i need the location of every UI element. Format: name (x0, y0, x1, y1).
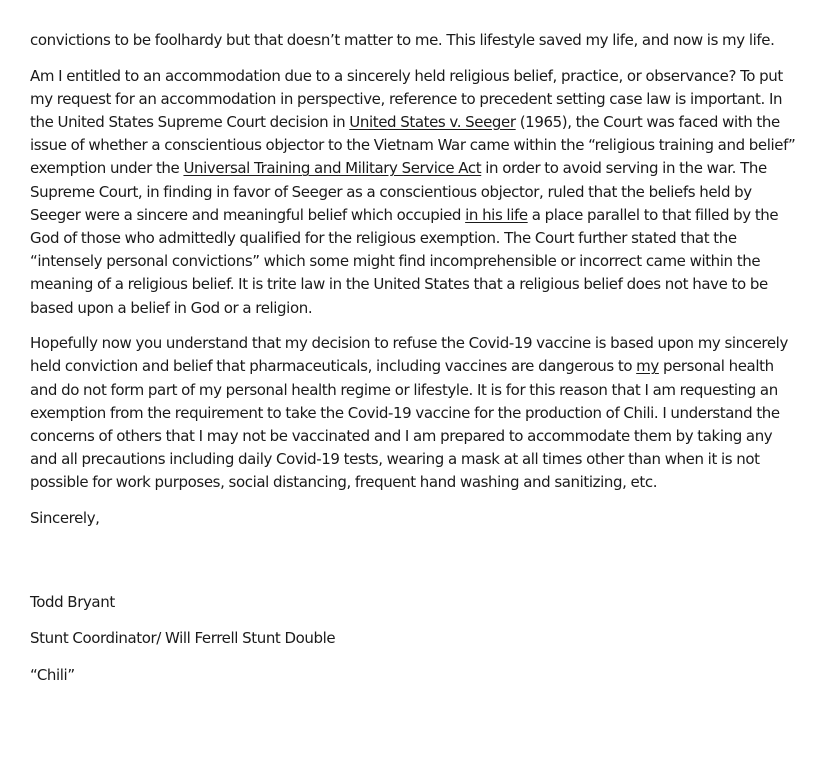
paragraph-exemption-request (30, 332, 800, 494)
seeger-case-link[interactable]: United States v. Seeger (349, 113, 516, 131)
paragraph-lifestyle: convictions to be foolhardy but that doesn’t matter to me. This lifestyle saved my life, and now is my life. (30, 31, 775, 49)
my-underline: my (636, 357, 659, 376)
signature-name: Todd Bryant (30, 593, 115, 612)
signature-production: “Chili” (30, 665, 75, 684)
closing-salutation: Sincerely, (30, 509, 100, 528)
case-law-text-4: a place parallel to that filled by the God of those who admittedly qualified for the religious exemption. The Court further stated that the “intensely personal convictions” which some might find incomprehensible or incorrect came within the meaning of a religious belief. It is trite law in the United States that a religious belief does not have to be based upon a belief in God or a religion. (30, 205, 779, 317)
signature-title: Stunt Coordinator/ Will Ferrell Stunt Double (30, 629, 336, 648)
case-law-text-2: (1965), the Court was faced with the issue of whether a conscientious objector to the Vietnam War came within the “religious training and belief” exemption under the (30, 113, 796, 178)
request-text-1: Hopefully now you understand that my decision to refuse the Covid-19 vaccine is based upon my sincerely held conviction and belief that pharmaceuticals, including vaccines are dangerous to (30, 334, 788, 376)
case-law-text-1: Am I entitled to an accommodation due to a sincerely held religious belief, practice, or observance? To put my request for an accommodation in perspective, reference to precedent setting case law is important. In the United States Supreme Court decision in (30, 66, 783, 131)
request-text-2: personal health and do not form part of my personal health regime or lifestyle. It is for this reason that I am requesting an exemption from the requirement to take the Covid-19 vaccine for the production of Chili. I understand the concerns of others that I may not be vaccinated and I am prepared to accommodate them by taking any and all precautions including daily Covid-19 tests, wearing a mask at all times other than when it is not possible for work purposes, social distancing, frequent hand washing and sanitizing, etc. (30, 357, 780, 492)
in-his-life-underline: in his life (465, 205, 528, 224)
paragraph-case-law (30, 65, 800, 320)
case-law-text-3: in order to avoid serving in the war. The Supreme Court, in finding in favor of Seeger as a conscientious objector, ruled that the beliefs held by Seeger were a sincere and meaningful belief which occupied (30, 159, 767, 224)
letter-body (30, 29, 800, 699)
military-service-act-link[interactable]: Universal Training and Military Service Act (183, 159, 482, 178)
